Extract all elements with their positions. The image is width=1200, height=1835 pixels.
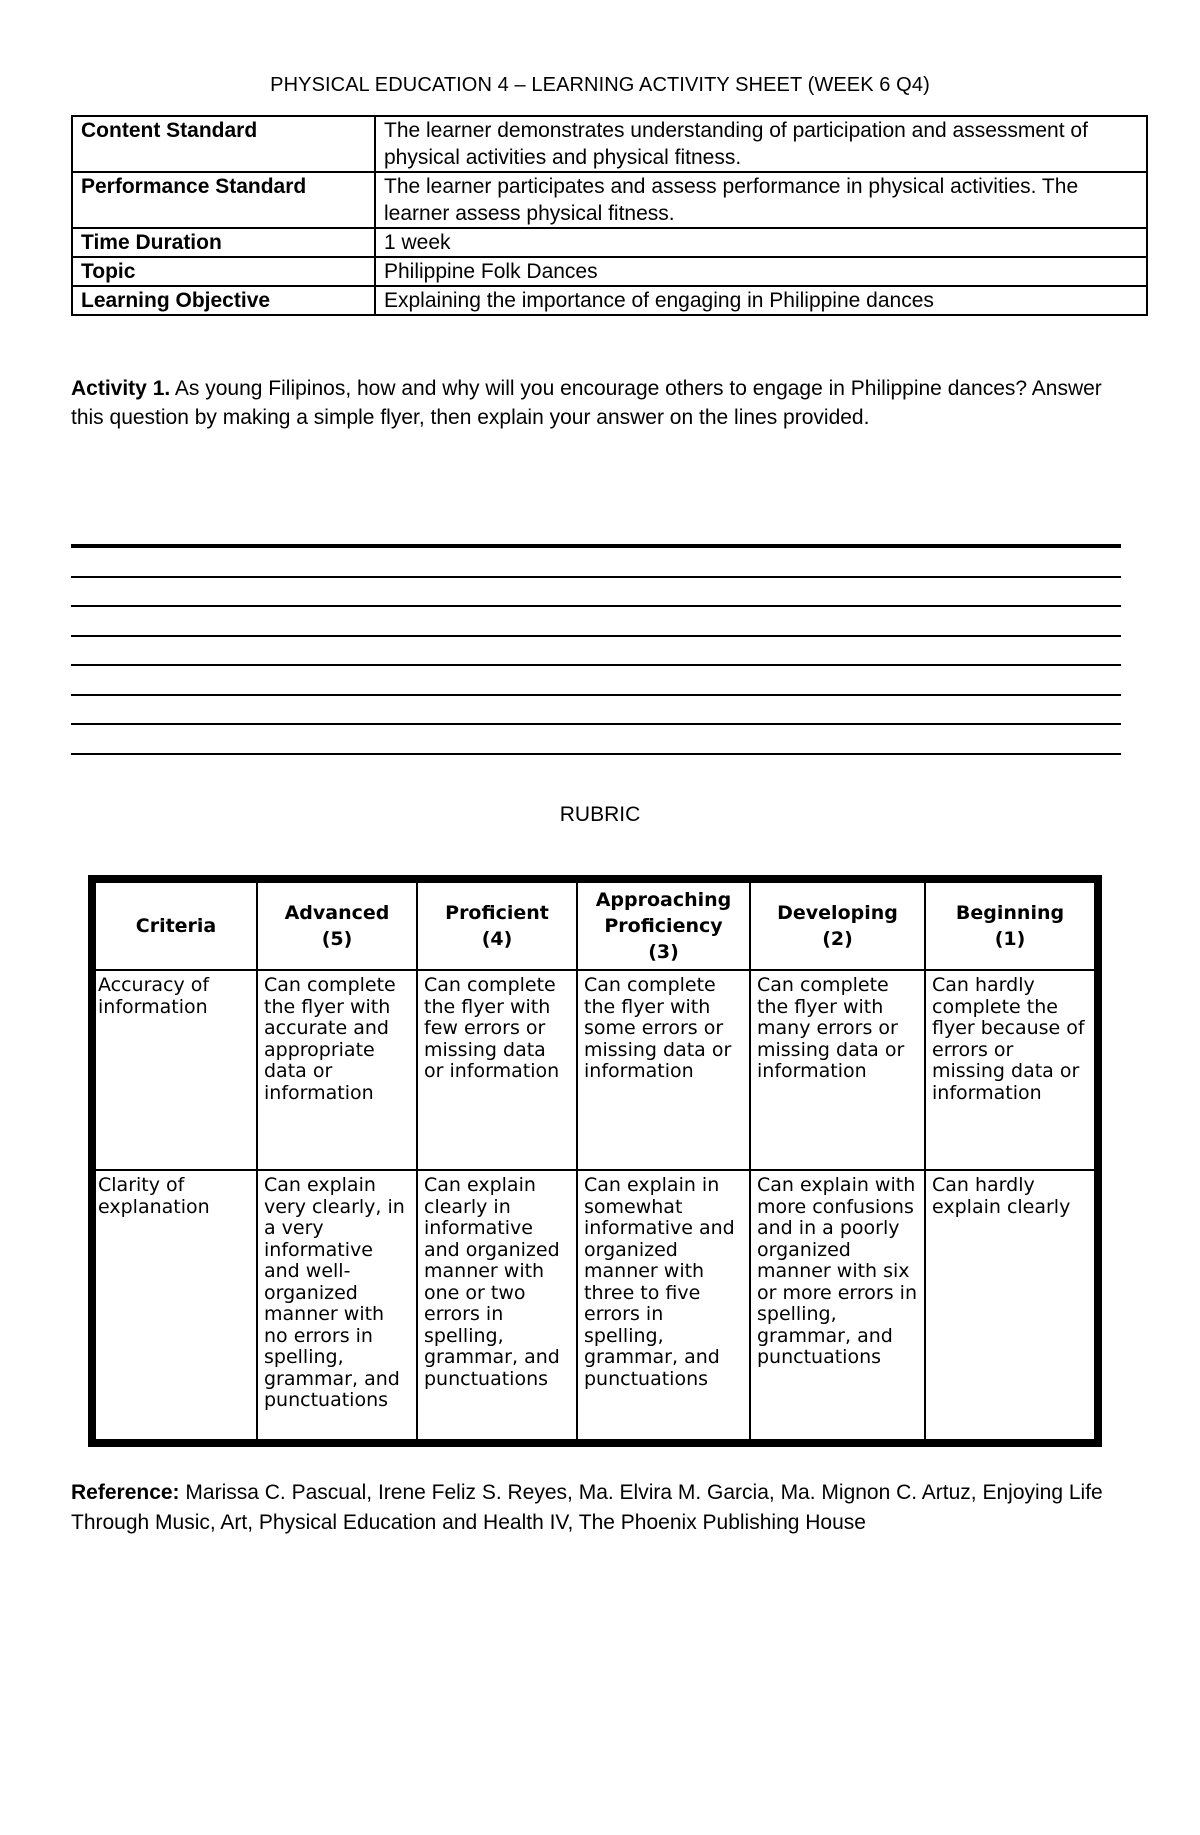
- reference-text: Marissa C. Pascual, Irene Feliz S. Reyes, Ma. Elvira M. Garcia, Ma. Mignon C. Artuz, Enjoying Life Through Music, Art, Physical Education and Health IV, The Phoenix Publishing House: [71, 1481, 1103, 1534]
- topic-label: Topic: [72, 257, 375, 286]
- rubric-criteria-cell: Accuracy of information: [95, 970, 257, 1170]
- rubric-criteria-cell: Clarity of explanation: [95, 1170, 257, 1440]
- rubric-cell: Can explain very clearly, in a very informative and well-organized manner with no errors in spelling, grammar, and punctuations: [257, 1170, 417, 1440]
- table-row: [72, 286, 1147, 315]
- answer-line[interactable]: [71, 694, 1121, 724]
- answer-line[interactable]: [71, 546, 1121, 576]
- answer-line[interactable]: [71, 635, 1121, 665]
- answer-line[interactable]: [71, 753, 1121, 783]
- rubric-header-approaching: Approaching Proficiency (3): [577, 882, 750, 970]
- rubric-header-developing: Developing (2): [750, 882, 925, 970]
- learning-objective-label: Learning Objective: [72, 286, 375, 315]
- rubric-cell: Can complete the flyer with many errors or missing data or information: [750, 970, 925, 1170]
- table-row: [72, 116, 1147, 172]
- rubric-header-criteria: Criteria: [95, 882, 257, 970]
- activity-text: As young Filipinos, how and why will you encourage others to engage in Philippine dances? Answer this question by making a simple flyer, then explain your answer on the lines provided.: [71, 377, 1102, 429]
- learning-objective-value: Explaining the importance of engaging in Philippine dances: [375, 286, 1147, 315]
- activity-label: Activity 1.: [71, 377, 171, 400]
- answer-lines[interactable]: [71, 532, 1121, 782]
- rubric-cell: Can explain with more confusions and in a poorly organized manner with six or more errors in spelling, grammar, and punctuations: [750, 1170, 925, 1440]
- reference: [71, 1478, 1151, 1538]
- rubric-cell: Can explain in somewhat informative and organized manner with three to five errors in spelling, grammar, and punctuations: [577, 1170, 750, 1440]
- topic-value: Philippine Folk Dances: [375, 257, 1147, 286]
- rubric-row-accuracy: [95, 970, 1095, 1170]
- rubric-header-advanced: Advanced (5): [257, 882, 417, 970]
- time-duration-label: Time Duration: [72, 228, 375, 257]
- rubric-header-row: [95, 882, 1095, 970]
- performance-standard-value: The learner participates and assess performance in physical activities. The learner assess physical fitness.: [375, 172, 1147, 228]
- answer-line[interactable]: [71, 664, 1121, 694]
- table-row: [72, 172, 1147, 228]
- answer-line[interactable]: [71, 723, 1121, 753]
- answer-line[interactable]: [71, 576, 1121, 606]
- page-title: PHYSICAL EDUCATION 4 – LEARNING ACTIVITY SHEET (WEEK 6 Q4): [270, 74, 930, 96]
- rubric-cell: Can explain clearly in informative and organized manner with one or two errors in spelling, grammar, and punctuations: [417, 1170, 577, 1440]
- content-standard-value: The learner demonstrates understanding of participation and assessment of physical activities and physical fitness.: [375, 116, 1147, 172]
- answer-line[interactable]: [71, 532, 1121, 546]
- time-duration-value: 1 week: [375, 228, 1147, 257]
- rubric-heading: RUBRIC: [559, 803, 641, 826]
- table-row: [72, 228, 1147, 257]
- rubric-cell: Can complete the flyer with few errors or missing data or information: [417, 970, 577, 1170]
- rubric-header-proficient: Proficient (4): [417, 882, 577, 970]
- rubric-cell: Can hardly complete the flyer because of errors or missing data or information: [925, 970, 1095, 1170]
- rubric-cell: Can complete the flyer with some errors or missing data or information: [577, 970, 750, 1170]
- table-row: [72, 257, 1147, 286]
- content-standard-label: Content Standard: [72, 116, 375, 172]
- performance-standard-label: Performance Standard: [72, 172, 375, 228]
- standards-table: [71, 115, 1148, 316]
- activity-instructions: [71, 374, 1131, 432]
- rubric-cell: Can hardly explain clearly: [925, 1170, 1095, 1440]
- rubric-row-clarity: [95, 1170, 1095, 1440]
- reference-label: Reference:: [71, 1481, 180, 1504]
- rubric-table: [88, 875, 1102, 1447]
- answer-line[interactable]: [71, 605, 1121, 635]
- rubric-header-beginning: Beginning (1): [925, 882, 1095, 970]
- rubric-cell: Can complete the flyer with accurate and appropriate data or information: [257, 970, 417, 1170]
